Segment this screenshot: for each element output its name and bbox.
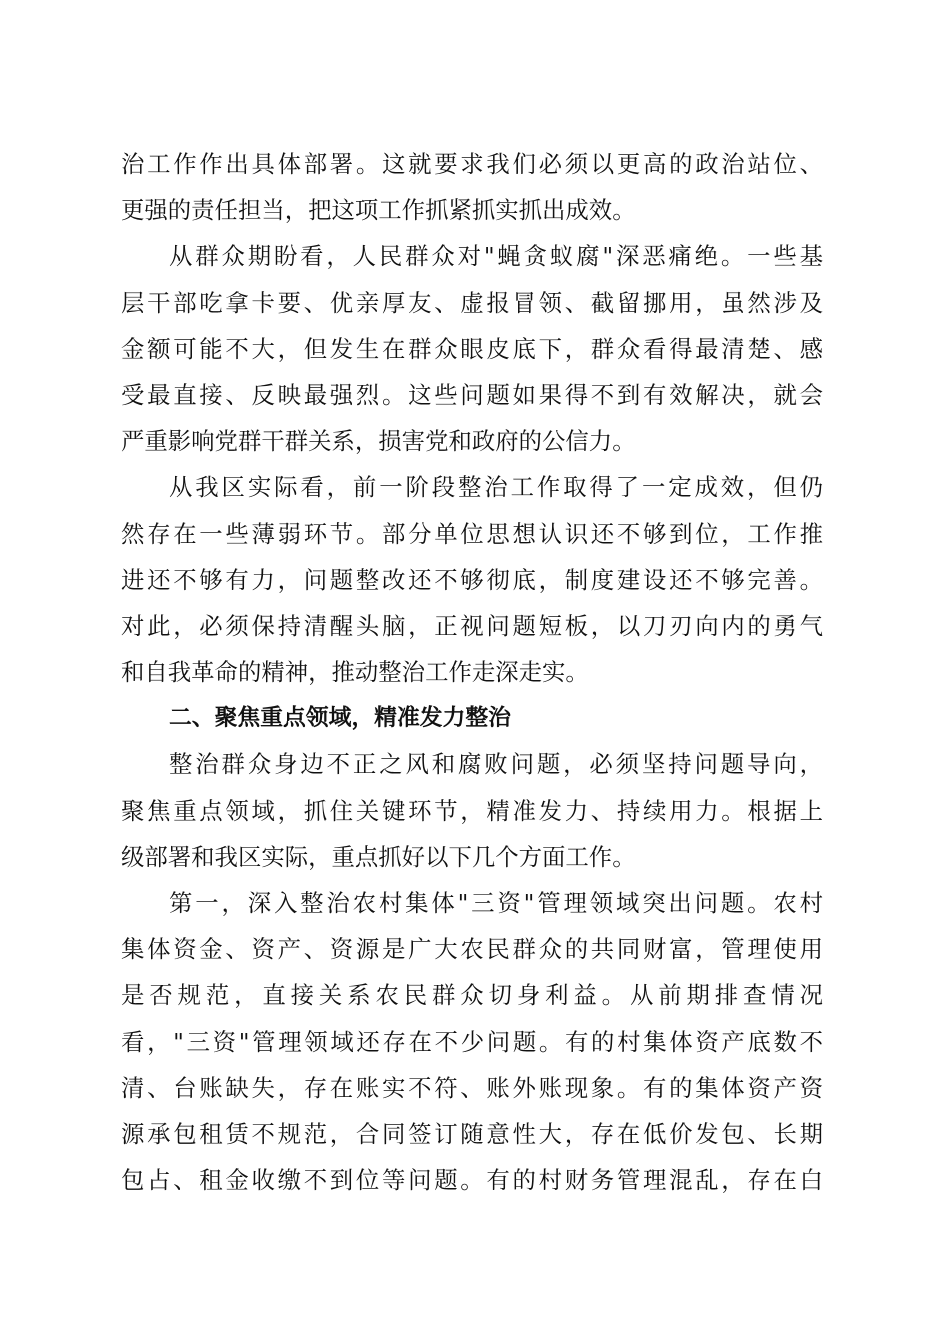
paragraph-line: 是否规范，直接关系农民群众切身利益。从前期排查情况 [121,981,823,1010]
paragraph-line: 进还不够有力，问题整改还不够彻底，制度建设还不够完善。 [121,565,823,594]
paragraph-line: 源承包租赁不规范，合同签订随意性大，存在低价发包、长期 [121,1119,823,1148]
paragraph-line: 级部署和我区实际，重点抓好以下几个方面工作。 [121,842,636,871]
paragraph-line: 严重影响党群干群关系，损害党和政府的公信力。 [121,427,636,456]
paragraph-line: 从我区实际看，前一阶段整治工作取得了一定成效，但仍 [169,473,823,502]
paragraph-line: 看，"三资"管理领域还存在不少问题。有的村集体资产底数不 [121,1027,823,1056]
paragraph-line: 整治群众身边不正之风和腐败问题，必须坚持问题导向， [169,750,823,779]
paragraph-line: 集体资金、资产、资源是广大农民群众的共同财富，管理使用 [121,935,823,964]
paragraph-line: 对此，必须保持清醒头脑，正视问题短板，以刀刃向内的勇气 [121,611,823,640]
paragraph-line: 第一，深入整治农村集体"三资"管理领域突出问题。农村 [169,889,823,917]
section-heading: 二、聚焦重点领域，精准发力整治 [169,705,511,732]
paragraph-line: 层干部吃拿卡要、优亲厚友、虚报冒领、截留挪用，虽然涉及 [121,288,823,317]
paragraph-line: 更强的责任担当，把这项工作抓紧抓实抓出成效。 [121,196,636,225]
paragraph-line: 从群众期盼看，人民群众对"蝇贪蚁腐"深恶痛绝。一些基 [169,242,823,271]
document-body [121,141,823,1203]
paragraph-line: 和自我革命的精神，推动整治工作走深走实。 [121,658,589,687]
paragraph-line: 聚焦重点领域，抓住关键环节，精准发力、持续用力。根据上 [121,796,823,825]
paragraph-line: 包占、租金收缴不到位等问题。有的村财务管理混乱，存在白 [121,1166,823,1195]
paragraph-line: 治工作作出具体部署。这就要求我们必须以更高的政治站位、 [121,150,823,178]
paragraph-line: 然存在一些薄弱环节。部分单位思想认识还不够到位，工作推 [121,519,823,548]
paragraph-line: 清、台账缺失，存在账实不符、账外账现象。有的集体资产资 [121,1073,823,1102]
paragraph-line: 受最直接、反映最强烈。这些问题如果得不到有效解决，就会 [121,380,823,409]
paragraph-line: 金额可能不大，但发生在群众眼皮底下，群众看得最清楚、感 [121,334,823,363]
